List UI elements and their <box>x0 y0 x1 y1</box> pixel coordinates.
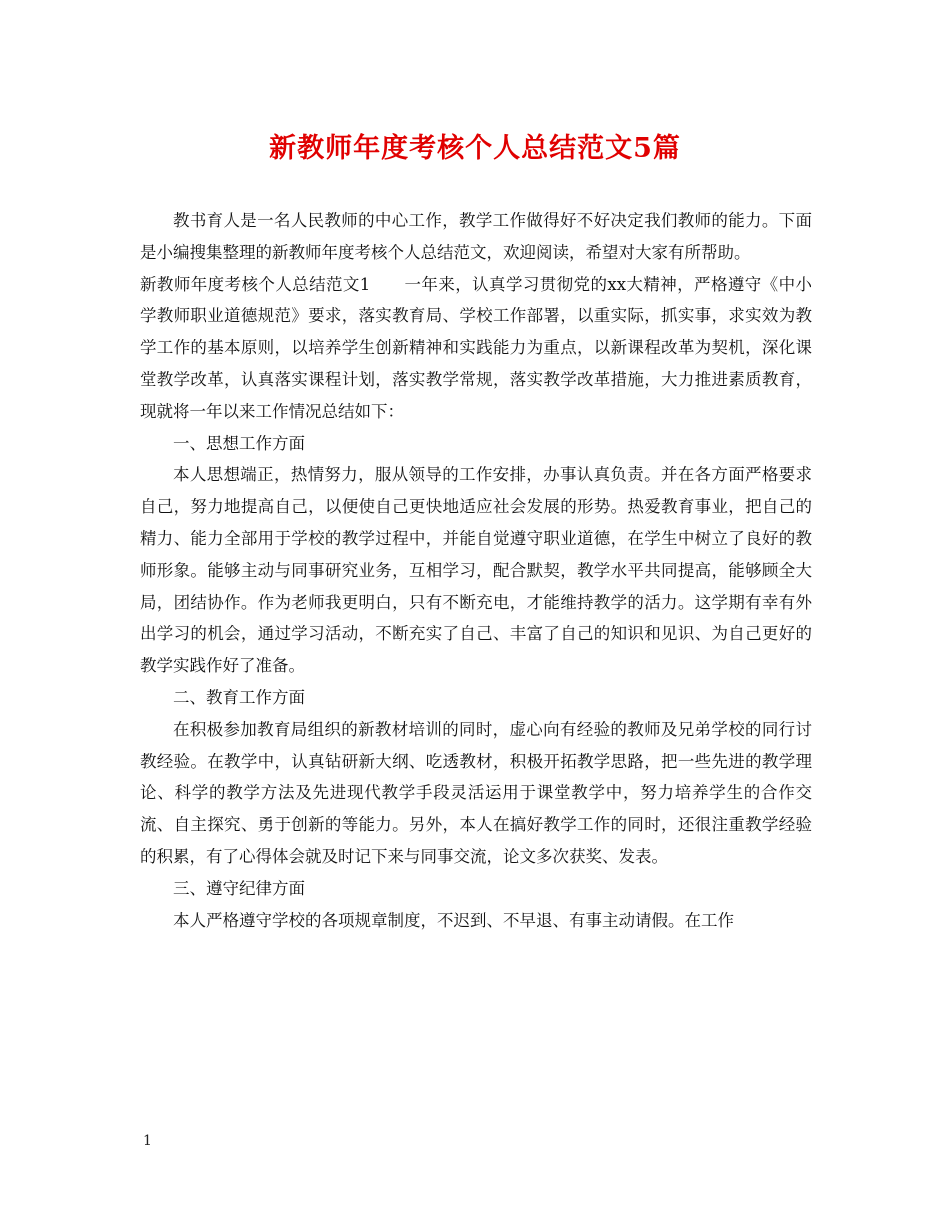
page-number: 1 <box>143 1133 152 1149</box>
document-title: 新教师年度考核个人总结范文5篇 <box>269 133 681 164</box>
paragraph-thought: 本人思想端正，热情努力，服从领导的工作安排，办事认真负责。并在各方面严格要求自己，努力地提高自己，以便使自己更快地适应社会发展的形势。热爱教育事业，把自己的精力、能力全部用于学校的教学过程中，并能自觉遵守职业道德，在学生中树立了良好的教师形象。能够主动与同事研究业务，互相学习，配合默契，教学水平共同提高，能够顾全大局，团结协作。作为老师我更明白，只有不断充电，才能维持教学的活力。这学期有幸有外出学习的机会，通过学习活动，不断充实了自己、丰富了自己的知识和见识、为自己更好的教学实践作好了准备。 <box>140 465 812 676</box>
paragraph-discipline: 本人严格遵守学校的各项规章制度，不迟到、不早退、有事主动请假。在工作 <box>173 910 734 930</box>
section-heading-thought: 一、思想工作方面 <box>173 433 305 453</box>
paragraph-education: 在积极参加教育局组织的新教材培训的同时，虚心向有经验的教师及兄弟学校的同行讨教经验。在教学中，认真钻研新大纲、吃透教材，积极开拓教学思路，把一些先进的教学理论、科学的教学方法及先进现代教学手段灵活运用于课堂教学中，努力培养学生的合作交流、自主探究、勇于创新的等能力。另外，本人在搞好教学工作的同时，还很注重教学经验的积累，有了心得体会就及时记下来与同事交流，论文多次获奖、发表。 <box>140 719 812 866</box>
section-heading-education: 二、教育工作方面 <box>173 687 305 707</box>
paragraph-essay-1-opening: 新教师年度考核个人总结范文1 一年来，认真学习贯彻党的xx大精神，严格遵守《中小学教师职业道德规范》要求，落实教育局、学校工作部署，以重实际，抓实事，求实效为教学工作的基本原则，以培养学生创新精神和实践能力为重点，以新课程改革为契机，深化课堂教学改革，认真落实课程计划，落实教学常规，落实教学改革措施，大力推进素质教育，现就将一年以来工作情况总结如下： <box>140 274 812 421</box>
paragraph-intro: 教书育人是一名人民教师的中心工作，教学工作做得好不好决定我们教师的能力。下面是小编搜集整理的新教师年度考核个人总结范文，欢迎阅读，希望对大家有所帮助。 <box>140 211 812 262</box>
section-heading-discipline: 三、遵守纪律方面 <box>173 878 305 898</box>
document-body <box>140 205 812 936</box>
